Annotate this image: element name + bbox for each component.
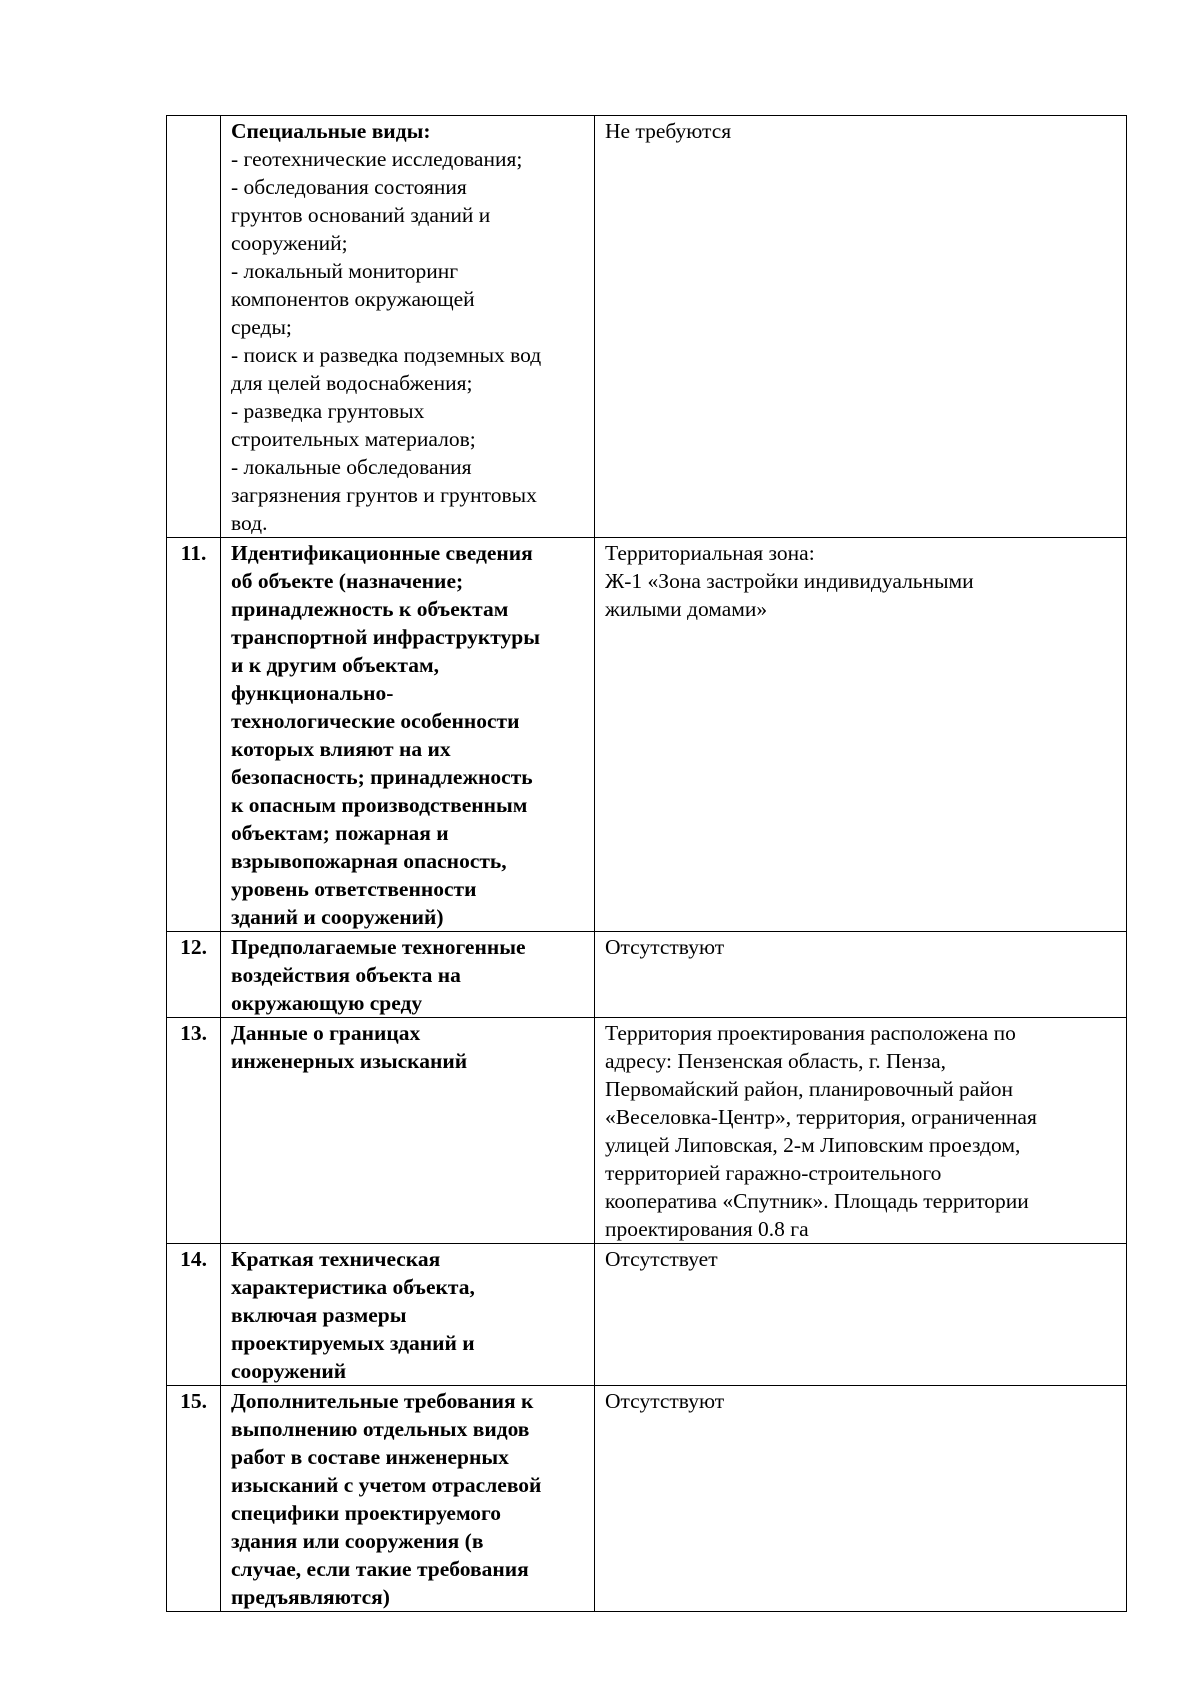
row-name-line: Идентификационные сведения (231, 541, 533, 565)
row-name-line: проектируемых зданий и (231, 1331, 475, 1355)
row-name-line: сооружений; (231, 231, 348, 255)
row-name-line: безопасность; принадлежность (231, 765, 533, 789)
row-number-cell: 11. (167, 538, 221, 932)
requirements-table (166, 115, 1127, 1612)
row-value-cell (595, 538, 1127, 932)
row-value-cell (595, 116, 1127, 538)
row-name-line: взрывопожарная опасность, (231, 849, 507, 873)
row-value-line: территорией гаражно-строительного (605, 1161, 942, 1185)
row-number-cell: 13. (167, 1018, 221, 1244)
table-row (167, 1018, 1127, 1244)
row-name-cell (221, 1386, 595, 1612)
row-name-cell (221, 538, 595, 932)
row-value-line: «Веселовка-Центр», территория, ограниченная (605, 1105, 1037, 1129)
row-name-line: компонентов окружающей (231, 287, 475, 311)
row-name-line: объектам; пожарная и (231, 821, 449, 845)
row-name-line: работ в составе инженерных (231, 1445, 509, 1469)
row-name-title: Специальные виды: (231, 119, 431, 143)
row-value-line: Первомайский район, планировочный район (605, 1077, 1014, 1101)
row-name-line: включая размеры (231, 1303, 407, 1327)
row-value-line: Отсутствуют (605, 935, 725, 959)
row-name-line: технологические особенности (231, 709, 520, 733)
table-row (167, 538, 1127, 932)
row-value-cell (595, 1386, 1127, 1612)
row-name-line: предъявляются) (231, 1585, 390, 1609)
row-value-line: Ж-1 «Зона застройки индивидуальными (605, 569, 974, 593)
row-name-line: принадлежность к объектам (231, 597, 509, 621)
table-row (167, 1244, 1127, 1386)
row-name-line: которых влияют на их (231, 737, 451, 761)
row-name-line: изысканий с учетом отраслевой (231, 1473, 542, 1497)
row-name-line: Предполагаемые техногенные (231, 935, 526, 959)
row-value-line: жилыми домами» (605, 597, 768, 621)
row-value-cell (595, 1244, 1127, 1386)
row-value-cell (595, 932, 1127, 1018)
row-name-line: загрязнения грунтов и грунтовых (231, 483, 537, 507)
row-number-cell (167, 116, 221, 538)
row-name-line: специфики проектируемого (231, 1501, 502, 1525)
table-row (167, 1386, 1127, 1612)
row-name-line: случае, если такие требования (231, 1557, 529, 1581)
row-number-cell: 15. (167, 1386, 221, 1612)
row-value-line: Не требуются (605, 119, 732, 143)
row-name-line: и к другим объектам, (231, 653, 440, 677)
row-number-cell: 14. (167, 1244, 221, 1386)
row-value-line: Территориальная зона: (605, 541, 815, 565)
row-name-line: Данные о границах (231, 1021, 421, 1045)
table-row (167, 116, 1127, 538)
row-name-cell (221, 116, 595, 538)
row-name-line: об объекте (назначение; (231, 569, 464, 593)
row-name-line: - геотехнические исследования; (231, 147, 523, 171)
row-name-line: Краткая техническая (231, 1247, 441, 1271)
row-value-line: Отсутствует (605, 1247, 718, 1271)
row-value-line: улицей Липовская, 2-м Липовским проездом, (605, 1133, 1021, 1157)
row-name-line: выполнению отдельных видов (231, 1417, 530, 1441)
row-name-cell (221, 1018, 595, 1244)
row-name-cell (221, 932, 595, 1018)
row-name-line: уровень ответственности (231, 877, 477, 901)
row-name-line: воздействия объекта на (231, 963, 461, 987)
row-value-line: адресу: Пензенская область, г. Пенза, (605, 1049, 947, 1073)
row-name-line: функционально- (231, 681, 394, 705)
row-name-line: - поиск и разведка подземных вод (231, 343, 542, 367)
row-name-line: транспортной инфраструктуры (231, 625, 541, 649)
row-name-line: строительных материалов; (231, 427, 476, 451)
row-name-line: инженерных изысканий (231, 1049, 468, 1073)
row-name-line: зданий и сооружений) (231, 905, 444, 929)
row-name-line: здания или сооружения (в (231, 1529, 484, 1553)
row-name-line: - разведка грунтовых (231, 399, 425, 423)
row-name-cell (221, 1244, 595, 1386)
row-name-line: - локальный мониторинг (231, 259, 459, 283)
row-name-line: окружающую среду (231, 991, 423, 1015)
row-value-line: Отсутствуют (605, 1389, 725, 1413)
row-value-line: проектирования 0.8 га (605, 1217, 809, 1241)
row-name-line: для целей водоснабжения; (231, 371, 473, 395)
row-number-cell: 12. (167, 932, 221, 1018)
row-name-line: к опасным производственным (231, 793, 528, 817)
row-name-line: характеристика объекта, (231, 1275, 475, 1299)
row-name-line: - локальные обследования (231, 455, 472, 479)
row-name-line: сооружений (231, 1359, 347, 1383)
row-value-line: кооператива «Спутник». Площадь территории (605, 1189, 1029, 1213)
row-name-line: вод. (231, 511, 268, 535)
row-value-cell (595, 1018, 1127, 1244)
row-name-line: Дополнительные требования к (231, 1389, 534, 1413)
table-row (167, 932, 1127, 1018)
row-name-line: - обследования состояния (231, 175, 467, 199)
row-name-line: среды; (231, 315, 292, 339)
row-value-line: Территория проектирования расположена по (605, 1021, 1016, 1045)
row-name-line: грунтов оснований зданий и (231, 203, 491, 227)
